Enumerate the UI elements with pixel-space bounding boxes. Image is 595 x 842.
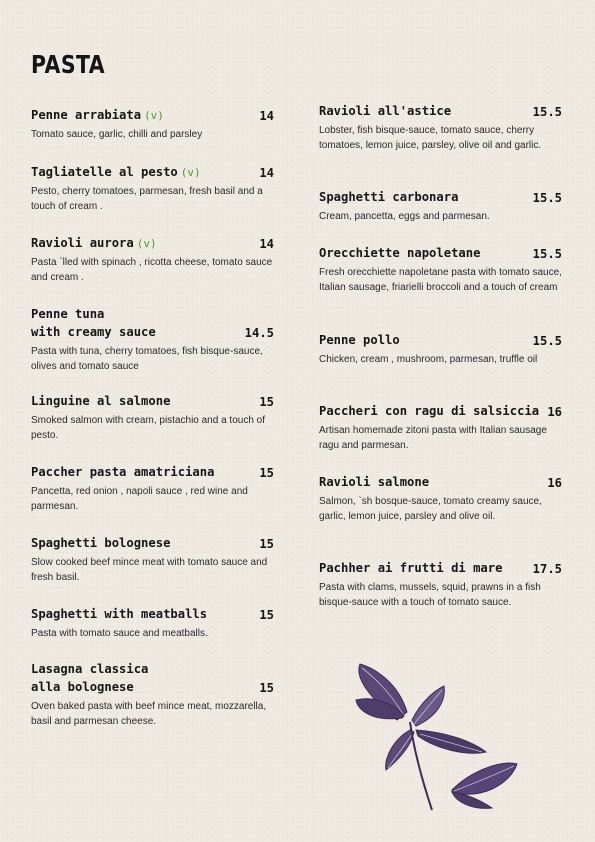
item-description: Pasta with clams, mussels, squid, prawns in a fish bisque-sauce with a touch of tomato sauce. bbox=[319, 582, 541, 608]
item-name: Spaghetti with meatballs bbox=[31, 607, 208, 621]
menu-item bbox=[319, 473, 564, 524]
menu-item bbox=[319, 331, 564, 367]
item-description: Pasta with tomato sauce and meatballs. bbox=[31, 628, 208, 639]
item-name: Ravioli all'astice bbox=[319, 104, 452, 118]
item-name: Pachher ai frutti di mare bbox=[319, 561, 503, 575]
menu-item bbox=[319, 188, 564, 224]
menu-item bbox=[31, 106, 276, 142]
item-price: 15.5 bbox=[532, 247, 562, 261]
page-title: PASTA bbox=[31, 50, 106, 79]
item-price: 15 bbox=[259, 537, 274, 551]
item-description: Artisan homemade zitoni pasta with Italian sausage ragu and parmesan. bbox=[319, 425, 547, 451]
item-name: Ravioli salmone bbox=[319, 475, 430, 489]
item-price: 14 bbox=[259, 237, 274, 251]
item-price: 14 bbox=[259, 109, 274, 123]
item-name: Paccheri con ragu di salsiccia bbox=[319, 404, 540, 418]
item-price: 15.5 bbox=[532, 334, 562, 348]
vegetarian-badge: (v) bbox=[144, 109, 164, 122]
item-price: 15.5 bbox=[532, 191, 562, 205]
item-description: Cream, pancetta, eggs and parmesan. bbox=[319, 211, 490, 222]
menu-item bbox=[31, 234, 276, 285]
item-price: 14 bbox=[259, 166, 274, 180]
basil-leaf bbox=[386, 730, 414, 770]
menu-item bbox=[319, 102, 564, 153]
item-price: 15 bbox=[259, 608, 274, 622]
item-description: Lobster, fish bisque-sauce, tomato sauce, cherry tomatoes, lemon juice, parsley, olive oil and garlic. bbox=[319, 125, 542, 151]
item-name: Penne arrabiata bbox=[31, 108, 142, 122]
item-price: 16 bbox=[547, 405, 562, 419]
item-description: Fresh orecchiette napoletane pasta with tomato sauce, Italian sausage, friarielli broccoli and a touch of cream bbox=[319, 267, 562, 293]
item-description: Chicken, cream , mushroom, parmesan, truffle oil bbox=[319, 354, 538, 365]
item-price: 15.5 bbox=[532, 105, 562, 119]
item-description: Pasta with tuna, cherry tomatoes, fish bisque-sauce, olives and tomato sauce bbox=[31, 346, 263, 372]
menu-item bbox=[31, 605, 276, 641]
item-price: 17.5 bbox=[532, 562, 562, 576]
item-name: Tagliatelle al pesto bbox=[31, 165, 178, 179]
item-name: Linguine al salmone bbox=[31, 394, 171, 408]
item-price: 14.5 bbox=[244, 326, 274, 340]
item-price: 16 bbox=[547, 476, 562, 490]
menu-item bbox=[31, 392, 276, 443]
item-description: Pesto, cherry tomatoes, parmesan, fresh basil and a touch of cream . bbox=[31, 186, 263, 212]
vegetarian-badge: (v) bbox=[180, 166, 201, 179]
item-price: 15 bbox=[259, 395, 274, 409]
item-name: Lasagna classica alla bolognese bbox=[31, 662, 149, 694]
item-description: Pancetta, red onion , napoli sauce , red wine and parmesan. bbox=[31, 486, 248, 512]
menu-item bbox=[31, 534, 276, 585]
menu-item bbox=[319, 402, 564, 453]
item-name: Spaghetti carbonara bbox=[319, 190, 459, 204]
menu-item bbox=[31, 305, 276, 374]
item-description: Smoked salmon with cream, pistachio and a touch of pesto. bbox=[31, 415, 266, 441]
menu-item bbox=[31, 463, 276, 514]
menu-item bbox=[31, 660, 276, 729]
item-name: Ravioli aurora bbox=[31, 236, 134, 250]
menu-item bbox=[319, 244, 564, 295]
menu-item bbox=[319, 559, 564, 610]
item-description: Pasta `lled with spinach , ricotta cheese, tomato sauce and cream . bbox=[31, 257, 273, 283]
vegetarian-badge: (v) bbox=[136, 237, 157, 250]
item-price: 15 bbox=[259, 466, 274, 480]
item-description: Oven baked pasta with beef mince meat, mozzarella, basil and parmesan cheese. bbox=[31, 701, 267, 727]
menu-item bbox=[31, 163, 276, 214]
item-name: Spaghetti bolognese bbox=[31, 536, 171, 550]
basil-leaf-cluster bbox=[356, 664, 517, 810]
item-name: Penne tuna with creamy sauce bbox=[31, 307, 156, 339]
item-description: Salmon, `sh bosque-sauce, tomato creamy sauce, garlic, lemon juice, parsley and olive oil. bbox=[319, 496, 542, 522]
item-name: Penne pollo bbox=[319, 333, 400, 347]
item-name: Orecchiette napoletane bbox=[319, 246, 481, 260]
item-name: Paccher pasta amatriciana bbox=[31, 465, 215, 479]
item-description: Tomato sauce, garlic, chilli and parsley bbox=[31, 129, 203, 140]
item-price: 15 bbox=[259, 681, 274, 695]
item-description: Slow cooked beef mince meat with tomato sauce and fresh basil. bbox=[31, 557, 268, 583]
basil-leaves-illustration bbox=[352, 660, 527, 830]
